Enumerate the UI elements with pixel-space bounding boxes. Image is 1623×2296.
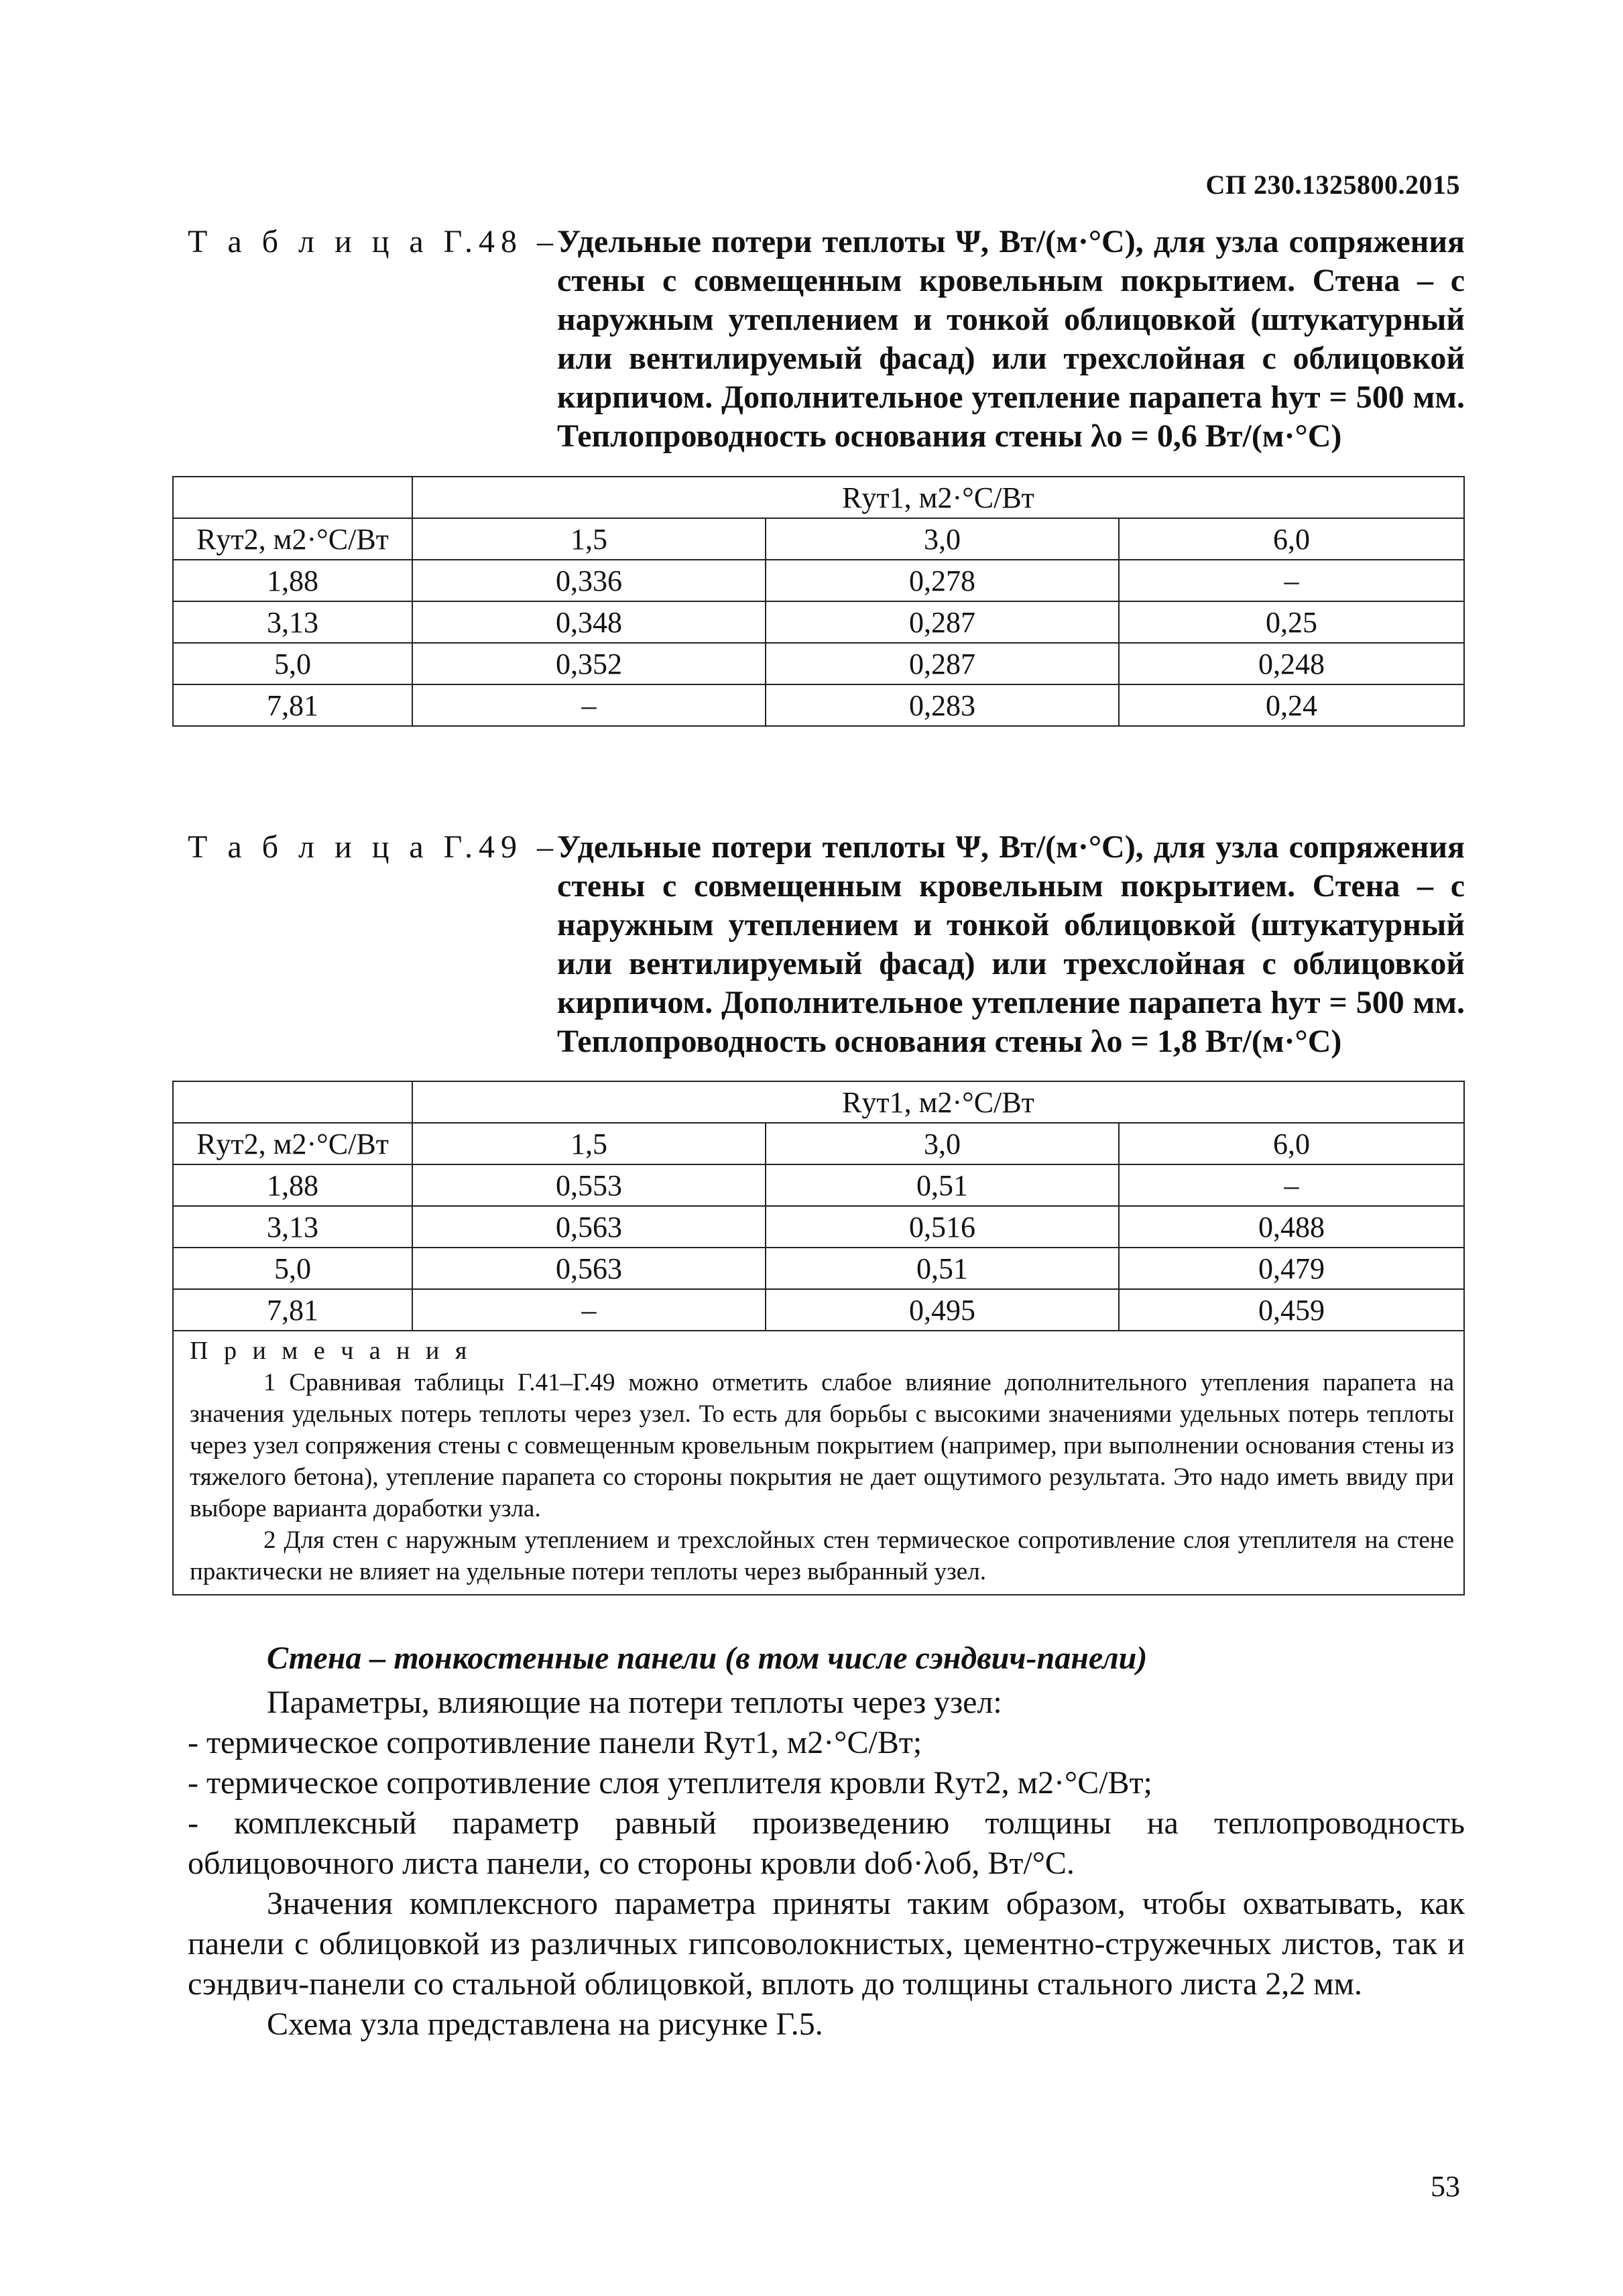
table-cell: 0,278 bbox=[766, 560, 1119, 601]
column-header: 6,0 bbox=[1119, 518, 1464, 560]
body-paragraph: Параметры, влияющие на потери теплоты через узел: bbox=[267, 1685, 1002, 1720]
table-cell: 0,563 bbox=[412, 1248, 766, 1289]
column-group-header: Rут1, м2·°С/Вт bbox=[412, 1081, 1464, 1123]
table-cell: 0,459 bbox=[1119, 1289, 1464, 1331]
column-header: 6,0 bbox=[1119, 1123, 1464, 1164]
table-49-caption-text: Удельные потери теплоты Ψ, Вт/(м·°С), для узла сопряжения стены с совмещенным кровельным покрытием. Стена – с наружным утеплением и тонкой облицовкой (штукатурный или вентилируемый фасад) или трехслойная с облицовкой кирпичом. Дополнительное утепление парапета hут = 500 мм. Теплопроводность основания стены λo = 1,8 Вт/(м·°С) bbox=[557, 829, 1465, 1059]
table-cell: 0,488 bbox=[1119, 1206, 1464, 1248]
table-row bbox=[173, 560, 1464, 601]
table-cell: 0,348 bbox=[412, 601, 766, 643]
table-49-label: Т а б л и ц а Г.49 – bbox=[188, 829, 554, 865]
list-item: - термическое сопротивление панели Rут1, м2·°С/Вт; bbox=[188, 1725, 922, 1760]
table-cell: 0,563 bbox=[412, 1206, 766, 1248]
row-header: Rут2, м2·°С/Вт bbox=[173, 518, 412, 560]
table-cell: 1,88 bbox=[173, 1164, 412, 1206]
table-cell: 0,336 bbox=[412, 560, 766, 601]
body-paragraph: Схема узла представлена на рисунке Г.5. bbox=[267, 2006, 823, 2042]
page-number: 53 bbox=[1431, 2170, 1460, 2203]
table-cell: 0,51 bbox=[766, 1248, 1119, 1289]
table-cell: – bbox=[412, 1289, 766, 1331]
table-48-caption bbox=[188, 223, 1465, 456]
table-row bbox=[173, 684, 1464, 726]
table-cell: 0,495 bbox=[766, 1289, 1119, 1331]
note-item: 2 Для стен с наружным утеплением и трехслойных стен термическое сопротивление слоя утеплителя на стене практически не влияет на удельные потери теплоты через выбранный узел. bbox=[190, 1526, 1454, 1585]
table-cell: 3,13 bbox=[173, 601, 412, 643]
table-cell: 0,553 bbox=[412, 1164, 766, 1206]
table-row bbox=[173, 1164, 1464, 1206]
table-notes bbox=[173, 1331, 1464, 1595]
table-cell: 0,51 bbox=[766, 1164, 1119, 1206]
table-cell: – bbox=[1119, 560, 1464, 601]
table-cell: 0,248 bbox=[1119, 643, 1464, 684]
row-header: Rут2, м2·°С/Вт bbox=[173, 1123, 412, 1164]
note-item: 1 Сравнивая таблицы Г.41–Г.49 можно отметить слабое влияние дополнительного утепления парапета на значения удельных потерь теплоты через узел. То есть для борьбы с высокими значениями удельных потерь теплоты через узел сопряжения стены с совмещенным кровельным покрытием (например, при выполнении основания стены из тяжелого бетона), утепление парапета со стороны покрытия не дает ощутимого результата. Это надо иметь ввиду при выборе варианта доработки узла. bbox=[190, 1369, 1454, 1522]
section-heading: Стена – тонкостенные панели (в том числе сэндвич-панели) bbox=[267, 1640, 1148, 1676]
table-48-caption-text: Удельные потери теплоты Ψ, Вт/(м·°С), для узла сопряжения стены с совмещенным кровельным покрытием. Стена – с наружным утеплением и тонкой облицовкой (штукатурный или вентилируемый фасад) или трехслойная с облицовкой кирпичом. Дополнительное утепление парапета hут = 500 мм. Теплопроводность основания стены λo = 0,6 Вт/(м·°С) bbox=[557, 224, 1465, 454]
table-row bbox=[173, 1248, 1464, 1289]
table-row bbox=[173, 601, 1464, 643]
table-48-label: Т а б л и ц а Г.48 – bbox=[188, 224, 554, 259]
table-cell: 0,24 bbox=[1119, 684, 1464, 726]
table-cell: – bbox=[412, 684, 766, 726]
column-header: 1,5 bbox=[412, 518, 766, 560]
table-cell: 7,81 bbox=[173, 1289, 412, 1331]
table-row bbox=[173, 1289, 1464, 1331]
table-corner-cell bbox=[173, 477, 412, 518]
notes-title: П р и м е ч а н и я bbox=[190, 1337, 472, 1365]
table-49-caption bbox=[188, 828, 1465, 1061]
table-cell: 0,479 bbox=[1119, 1248, 1464, 1289]
table-row bbox=[173, 1206, 1464, 1248]
table-48 bbox=[172, 476, 1465, 727]
table-cell: 7,81 bbox=[173, 684, 412, 726]
table-row bbox=[173, 643, 1464, 684]
list-item: - комплексный параметр равный произведению толщины на теплопроводность облицовочного листа панели, со стороны кровли dоб·λоб, Вт/°С. bbox=[188, 1805, 1465, 1881]
column-header: 3,0 bbox=[766, 518, 1119, 560]
list-item: - термическое сопротивление слоя утеплителя кровли Rут2, м2·°С/Вт; bbox=[188, 1765, 1152, 1801]
table-cell: 5,0 bbox=[173, 643, 412, 684]
table-cell: 0,516 bbox=[766, 1206, 1119, 1248]
table-cell: – bbox=[1119, 1164, 1464, 1206]
table-cell: 0,283 bbox=[766, 684, 1119, 726]
body-paragraph: Значения комплексного параметра приняты таким образом, чтобы охватывать, как панели с облицовкой из различных гипсоволокнистых, цементно-стружечных листов, так и сэндвич-панели со стальной облицовкой, вплоть до толщины стального листа 2,2 мм. bbox=[188, 1886, 1465, 2002]
table-cell: 0,352 bbox=[412, 643, 766, 684]
column-header: 1,5 bbox=[412, 1123, 766, 1164]
table-cell: 3,13 bbox=[173, 1206, 412, 1248]
column-group-header: Rут1, м2·°С/Вт bbox=[412, 477, 1464, 518]
table-cell: 0,287 bbox=[766, 601, 1119, 643]
table-corner-cell bbox=[173, 1081, 412, 1123]
section-body bbox=[188, 1683, 1465, 2045]
table-cell: 0,25 bbox=[1119, 601, 1464, 643]
table-cell: 5,0 bbox=[173, 1248, 412, 1289]
table-cell: 0,287 bbox=[766, 643, 1119, 684]
table-cell: 1,88 bbox=[173, 560, 412, 601]
column-header: 3,0 bbox=[766, 1123, 1119, 1164]
table-49 bbox=[172, 1081, 1465, 1595]
document-code: СП 230.1325800.2015 bbox=[1205, 170, 1460, 200]
